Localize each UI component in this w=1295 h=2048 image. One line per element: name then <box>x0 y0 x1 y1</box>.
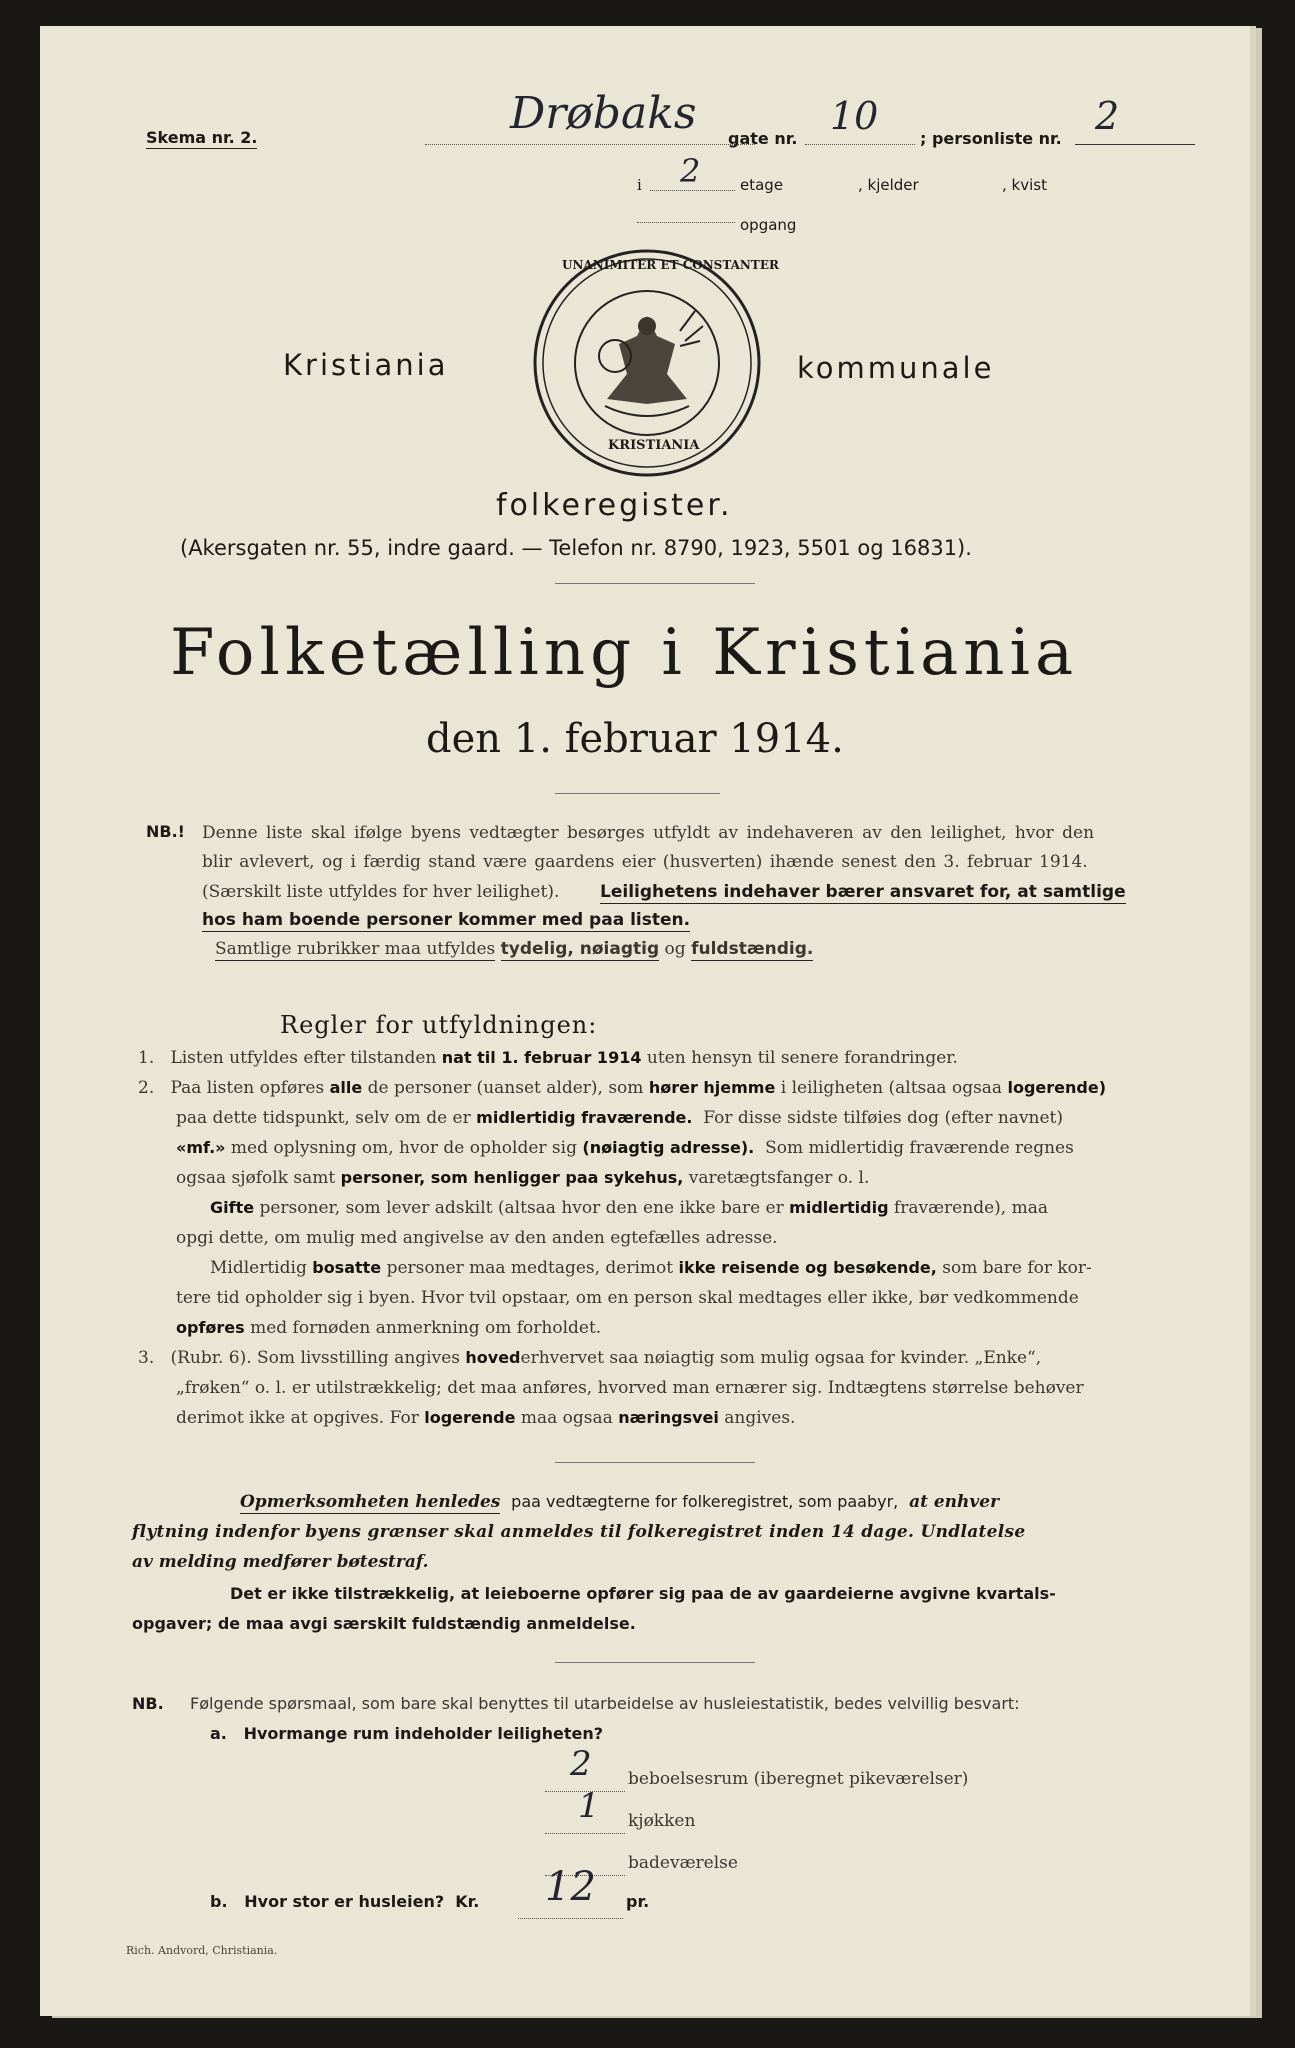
floor-handwriting: 2 <box>680 152 701 190</box>
divider <box>555 1662 755 1663</box>
divider <box>555 583 755 584</box>
rule-2-line-7: Midlertidig bosatte personer maa medtages, derimot ikke reisende og besøkende, som bare for kor- <box>210 1258 1092 1278</box>
personliste-label: ; personliste nr. <box>920 129 1062 148</box>
question-b: b. Hvor stor er husleien? Kr. <box>210 1892 480 1911</box>
nb-label: NB.! <box>146 822 185 841</box>
kitchen-handwriting: 1 <box>578 1786 600 1826</box>
office-address: (Akersgaten nr. 55, indre gaard. — Telefon nr. 8790, 1923, 5501 og 16831). <box>180 536 972 560</box>
census-form-page <box>40 26 1250 2016</box>
notice-line-2: flytning indenfor byens grænser skal anmeldes til folkeregistret inden 14 dage. Undlatelse <box>132 1522 1026 1542</box>
notice-line-4: Det er ikke tilstrækkelig, at leieboerne opfører sig paa de av gaardeierne avgivne kvartals- <box>230 1584 1056 1603</box>
rule-1: 1. Listen utfyldes efter tilstanden nat til 1. februar 1914 uten hensyn til senere forandringer. <box>138 1048 958 1068</box>
kvist-label: , kvist <box>1002 176 1047 194</box>
office-name-right: kommunale <box>797 351 995 385</box>
rule-2-line-4: ogsaa sjøfolk samt personer, som henligger paa sykehus, varetægtsfanger o. l. <box>176 1168 870 1188</box>
nb-line-2: blir avlevert, og i færdig stand være gaardens eier (husverten) ihænde senest den 3. februar 1914. <box>202 852 1088 872</box>
notice-line-3: av melding medfører bøtestraf. <box>132 1552 429 1572</box>
nb2-label: NB. <box>132 1694 164 1713</box>
rule-2-line-9: opføres med fornøden anmerkning om forholdet. <box>176 1318 602 1338</box>
opgang-label: opgang <box>740 216 797 234</box>
question-a: a. Hvormange rum indeholder leiligheten? <box>210 1724 604 1743</box>
personliste-handwriting: 2 <box>1095 94 1120 138</box>
rule-3-line-2: „frøken“ o. l. er utilstrækkelig; det maa anføres, hvorved man ernærer sig. Indtægtens størrelse behøver <box>176 1378 1084 1398</box>
page-subtitle: den 1. februar 1914. <box>426 716 844 762</box>
rule-2-line-6: opgi dette, om mulig med angivelse av den anden egtefælles adresse. <box>176 1228 778 1248</box>
rules-heading: Regler for utfyldningen: <box>280 1011 598 1039</box>
notice-line-1: Opmerksomheten henledes paa vedtægterne for folkeregistret, som paabyr, at enhver <box>240 1492 1000 1512</box>
rule-2-line-3: «mf.» med oplysning om, hvor de opholder sig (nøiagtig adresse). Som midlertidig fraværende regnes <box>176 1138 1074 1158</box>
page-title: Folketælling i Kristiania <box>170 616 1079 690</box>
nb-line-4: hos ham boende personer kommer med paa listen. <box>202 910 691 930</box>
seal-bottom-text: KRISTIANIA <box>608 438 700 453</box>
printer-credit: Rich. Andvord, Christiania. <box>126 1944 278 1957</box>
rent-handwriting: 12 <box>545 1864 596 1910</box>
gate-label: gate nr. <box>728 129 798 148</box>
rule-2-line-1: 2. Paa listen opføres alle de personer (uanset alder), som hører hjemme i leiligheten (altsaa ogsaa logerende) <box>138 1078 1107 1098</box>
rule-2-line-2: paa dette tidspunkt, selv om de er midlertidig fraværende. For disse sidste tilføies dog (efter navnet) <box>176 1108 1064 1128</box>
office-name-left: Kristiania <box>283 348 449 382</box>
kjelder-label: , kjelder <box>858 176 919 194</box>
rooms-label: beboelsesrum (iberegnet pikeværelser) <box>628 1769 969 1789</box>
street-handwriting: Drøbaks <box>510 88 697 139</box>
opgang-field[interactable] <box>637 210 735 223</box>
notice-line-5: opgaver; de maa avgi særskilt fuldstændig anmeldelse. <box>132 1614 636 1633</box>
nb-line-5: Samtlige rubrikker maa utfyldes tydelig, nøiagtig og fuldstændig. <box>215 939 814 959</box>
divider <box>555 1462 755 1463</box>
nb-line-1: Denne liste skal ifølge byens vedtægter besørges utfyldt av indehaveren av den leilighet, hvor den <box>202 823 1095 843</box>
rule-2-line-5: Gifte personer, som lever adskilt (altsaa hvor den ene ikke bare er midlertidig fraværende), maa <box>210 1198 1048 1218</box>
rooms-handwriting: 2 <box>570 1744 592 1784</box>
gate-number-handwriting: 10 <box>830 94 879 138</box>
schema-number: Skema nr. 2. <box>146 128 258 147</box>
personliste-field[interactable] <box>1075 118 1195 145</box>
nb-line-3b: Leilighetens indehaver bærer ansvaret for, at samtlige <box>600 882 1126 902</box>
nb-line-3a: (Særskilt liste utfyldes for hver leilighet). <box>202 882 560 902</box>
office-subtitle: folkeregister. <box>496 488 733 523</box>
kitchen-label: kjøkken <box>628 1811 696 1831</box>
nb2-intro: Følgende spørsmaal, som bare skal benyttes til utarbeidelse av husleiestatistik, bedes velvillig besvart: <box>190 1694 1020 1713</box>
rule-3-line-1: 3. (Rubr. 6). Som livsstilling angives hovederhvervet saa nøiagtig som mulig ogsaa for kvinder. „Enke“, <box>138 1348 1042 1368</box>
rent-per-label: pr. <box>626 1892 650 1911</box>
etage-label: etage <box>740 176 784 194</box>
floor-i-label: i <box>637 176 642 194</box>
divider <box>555 793 720 794</box>
rule-3-line-3: derimot ikke at opgives. For logerende maa ogsaa næringsvei angives. <box>176 1408 796 1428</box>
rule-2-line-8: tere tid opholder sig i byen. Hvor tvil opstaar, om en person skal medtages eller ikke, bør vedkommende <box>176 1288 1079 1308</box>
seal-top-text: UNANIMITER ET CONSTANTER <box>562 258 779 272</box>
bath-label: badeværelse <box>628 1853 738 1873</box>
